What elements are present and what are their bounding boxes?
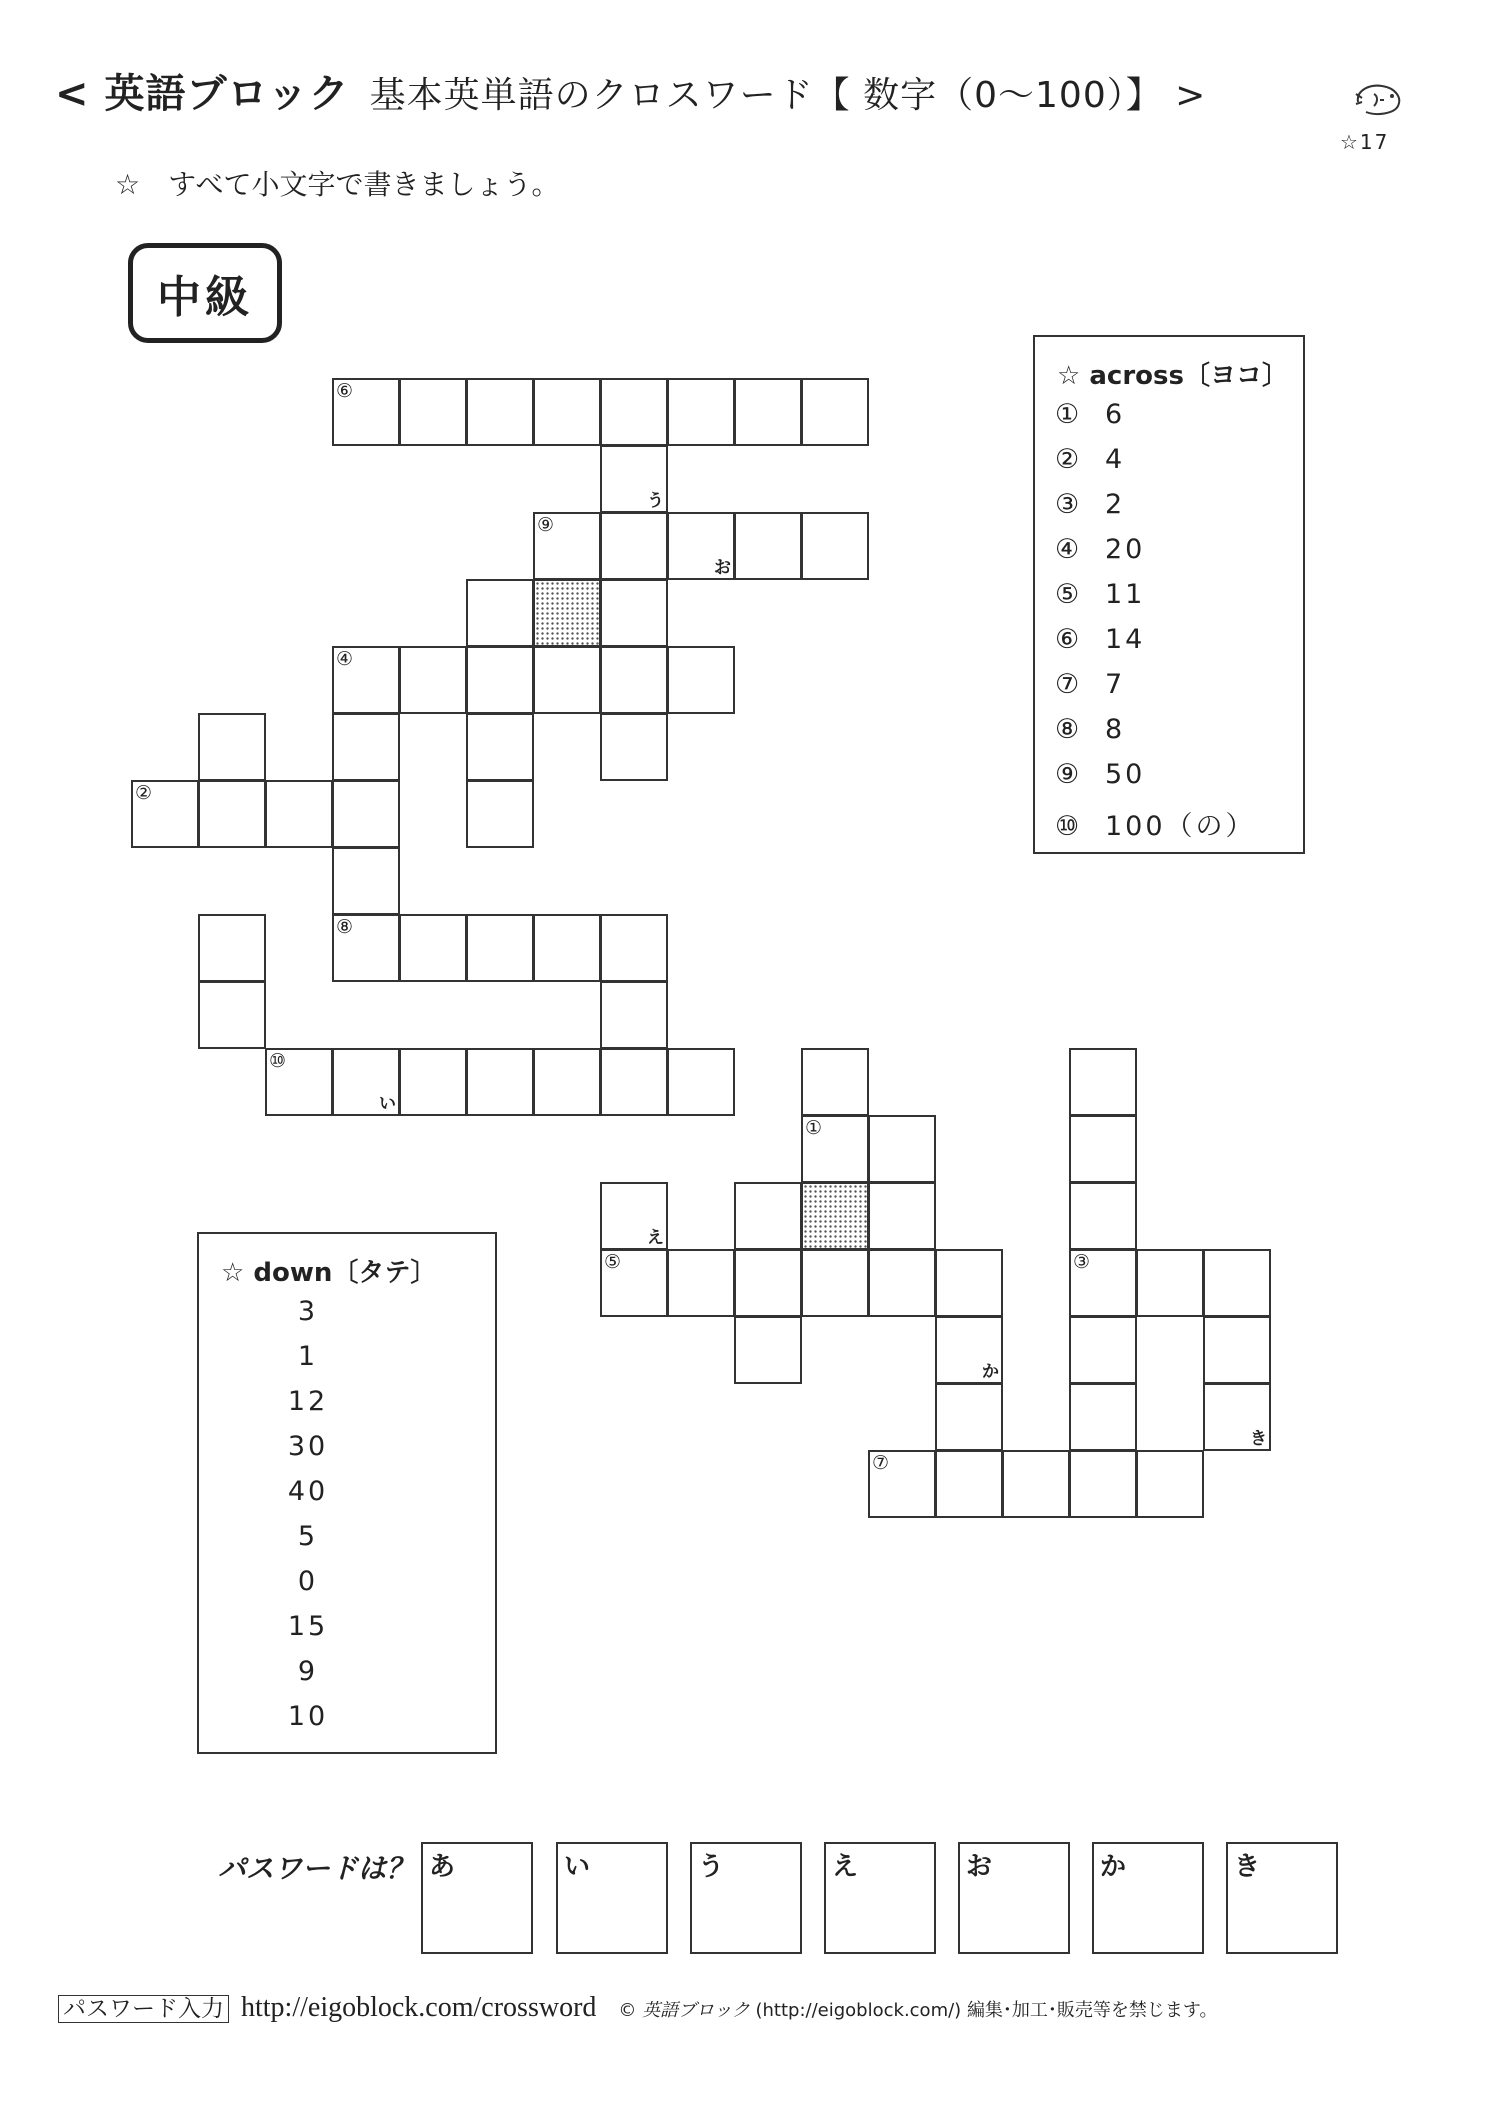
grid-cell[interactable] (1069, 1316, 1137, 1384)
password-marker: い (379, 1094, 396, 1114)
page-number: ☆17 (1340, 130, 1390, 154)
grid-cell[interactable] (667, 378, 735, 446)
across-clue: ⑥ 14 (1055, 624, 1146, 655)
grid-cell[interactable] (131, 780, 199, 848)
clue-number: ⑤ (604, 1251, 622, 1273)
down-clue: 3 (297, 1296, 319, 1327)
grid-cell[interactable] (600, 981, 668, 1049)
grid-cell[interactable] (1002, 1450, 1070, 1518)
grid-cell[interactable] (1069, 1249, 1137, 1317)
password-input-label: パスワード入力 (58, 1995, 229, 2023)
clue-number: ⑦ (872, 1452, 890, 1474)
password-box[interactable]: う (690, 1842, 802, 1954)
grid-cell[interactable] (399, 1048, 467, 1116)
across-clue: ⑤ 11 (1055, 579, 1146, 610)
grid-cell[interactable] (466, 646, 534, 714)
grid-cell[interactable] (600, 445, 668, 513)
grid-cell[interactable] (265, 1048, 333, 1116)
grid-cell[interactable] (600, 1048, 668, 1116)
down-clue: 9 (297, 1656, 319, 1687)
grid-cell[interactable] (332, 847, 400, 915)
down-clue: 10 (287, 1701, 329, 1732)
grid-cell[interactable] (935, 1383, 1003, 1451)
grid-cell[interactable] (801, 1249, 869, 1317)
grid-cell[interactable] (801, 512, 869, 580)
grid-cell[interactable] (734, 1316, 802, 1384)
grid-cell[interactable] (868, 1249, 936, 1317)
password-box[interactable]: え (824, 1842, 936, 1954)
crossword-url[interactable]: http://eigoblock.com/crossword (241, 1992, 597, 2023)
across-clue: ③ 2 (1055, 489, 1126, 520)
grid-cell[interactable] (600, 1249, 668, 1317)
grid-cell[interactable] (332, 780, 400, 848)
clue-number: ⑨ (537, 514, 555, 536)
grid-cell[interactable] (868, 1115, 936, 1183)
password-marker: き (1250, 1429, 1267, 1449)
password-marker: え (647, 1228, 664, 1248)
password-label: パスワードは？ (218, 1852, 415, 1885)
grid-cell[interactable] (935, 1316, 1003, 1384)
down-clue-list (199, 1296, 495, 1746)
grid-cell[interactable] (600, 713, 668, 781)
grid-cell[interactable] (1069, 1450, 1137, 1518)
grid-cell[interactable] (466, 579, 534, 647)
grid-cell[interactable] (801, 378, 869, 446)
grid-cell[interactable] (734, 378, 802, 446)
grid-cell[interactable] (935, 1450, 1003, 1518)
grid-cell[interactable] (1136, 1450, 1204, 1518)
grid-cell[interactable] (533, 914, 601, 982)
grid-cell[interactable] (600, 914, 668, 982)
across-clues-title: ☆ across〔ヨコ〕 (1057, 361, 1288, 391)
grid-cell[interactable] (466, 378, 534, 446)
copyright: © 英語ブロック (http://eigoblock.com/) 編集･加工･販売等を禁じます。 (618, 2000, 1218, 2021)
grid-cell[interactable] (466, 780, 534, 848)
grid-cell[interactable] (466, 914, 534, 982)
grid-cell[interactable] (399, 646, 467, 714)
password-box[interactable]: き (1226, 1842, 1338, 1954)
grid-cell[interactable] (332, 914, 400, 982)
across-clue: ⑨ 50 (1055, 759, 1146, 790)
password-marker: う (647, 491, 664, 511)
clue-number: ② (135, 782, 153, 804)
footer (58, 1990, 1218, 2024)
grid-cell[interactable] (1069, 1182, 1137, 1250)
grid-cell[interactable] (332, 713, 400, 781)
across-clue: ⑦ 7 (1055, 669, 1126, 700)
grid-cell[interactable] (1069, 1048, 1137, 1116)
grid-cell[interactable] (533, 378, 601, 446)
shaded-cell (533, 579, 601, 647)
shaded-cell (801, 1182, 869, 1250)
password-marker: お (714, 558, 731, 578)
grid-cell[interactable] (1136, 1249, 1204, 1317)
down-clue: 30 (287, 1431, 329, 1462)
grid-cell[interactable] (1203, 1316, 1271, 1384)
grid-cell[interactable] (600, 512, 668, 580)
grid-cell[interactable] (600, 1182, 668, 1250)
grid-cell[interactable] (198, 713, 266, 781)
grid-cell[interactable] (399, 378, 467, 446)
across-clue: ⑩ 100（の） (1055, 811, 1256, 842)
down-clues-title: ☆ down〔タテ〕 (221, 1258, 437, 1288)
clue-number: ① (805, 1117, 823, 1139)
down-clue: 1 (297, 1341, 319, 1372)
grid-cell[interactable] (667, 646, 735, 714)
grid-cell[interactable] (667, 1048, 735, 1116)
grid-cell[interactable] (533, 512, 601, 580)
grid-cell[interactable] (399, 914, 467, 982)
down-clue: 0 (297, 1566, 319, 1597)
grid-cell[interactable] (935, 1249, 1003, 1317)
across-clue: ⑧ 8 (1055, 714, 1126, 745)
grid-cell[interactable] (332, 646, 400, 714)
across-clue-list (1055, 399, 1256, 849)
brand-logo: < 英語ブロック (55, 71, 350, 117)
grid-cell[interactable] (868, 1450, 936, 1518)
password-box[interactable]: お (958, 1842, 1070, 1954)
across-clue: ② 4 (1055, 444, 1126, 475)
grid-cell[interactable] (667, 1249, 735, 1317)
down-clues-panel (197, 1232, 497, 1754)
down-clue: 40 (287, 1476, 329, 1507)
grid-cell[interactable] (332, 378, 400, 446)
grid-cell[interactable] (1203, 1249, 1271, 1317)
grid-cell[interactable] (667, 512, 735, 580)
grid-cell[interactable] (332, 1048, 400, 1116)
grid-cell[interactable] (734, 1182, 802, 1250)
clue-number: ⑩ (269, 1050, 287, 1072)
worksheet-title: 基本英単語のクロスワード【 数字（0〜100）】 > (369, 75, 1207, 116)
clue-number: ④ (336, 648, 354, 670)
password-box[interactable]: あ (421, 1842, 533, 1954)
grid-cell[interactable] (600, 646, 668, 714)
password-box[interactable]: か (1092, 1842, 1204, 1954)
grid-cell[interactable] (198, 914, 266, 982)
grid-cell[interactable] (801, 1115, 869, 1183)
grid-cell[interactable] (600, 579, 668, 647)
grid-cell[interactable] (198, 780, 266, 848)
grid-cell[interactable] (533, 1048, 601, 1116)
level-badge: 中級 (128, 243, 282, 343)
grid-cell[interactable] (1069, 1383, 1137, 1451)
clue-number: ⑧ (336, 916, 354, 938)
grid-cell[interactable] (734, 512, 802, 580)
grid-cell[interactable] (600, 378, 668, 446)
grid-cell[interactable] (734, 1249, 802, 1317)
grid-cell[interactable] (466, 713, 534, 781)
grid-cell[interactable] (801, 1048, 869, 1116)
grid-cell[interactable] (198, 981, 266, 1049)
down-clue: 15 (287, 1611, 329, 1642)
password-marker: か (982, 1362, 999, 1382)
grid-cell[interactable] (1203, 1383, 1271, 1451)
clue-number: ③ (1073, 1251, 1091, 1273)
across-clues-panel (1033, 335, 1305, 854)
password-box[interactable]: い (556, 1842, 668, 1954)
instruction-text: ☆ すべて小文字で書きましょう。 (115, 168, 560, 201)
across-clue: ④ 20 (1055, 534, 1146, 565)
clue-number: ⑥ (336, 380, 354, 402)
down-clue: 12 (287, 1386, 329, 1417)
grid-cell[interactable] (466, 1048, 534, 1116)
grid-cell[interactable] (868, 1182, 936, 1250)
grid-cell[interactable] (265, 780, 333, 848)
grid-cell[interactable] (1069, 1115, 1137, 1183)
down-clue: 5 (297, 1521, 319, 1552)
across-clue: ① 6 (1055, 399, 1126, 430)
grid-cell[interactable] (533, 646, 601, 714)
